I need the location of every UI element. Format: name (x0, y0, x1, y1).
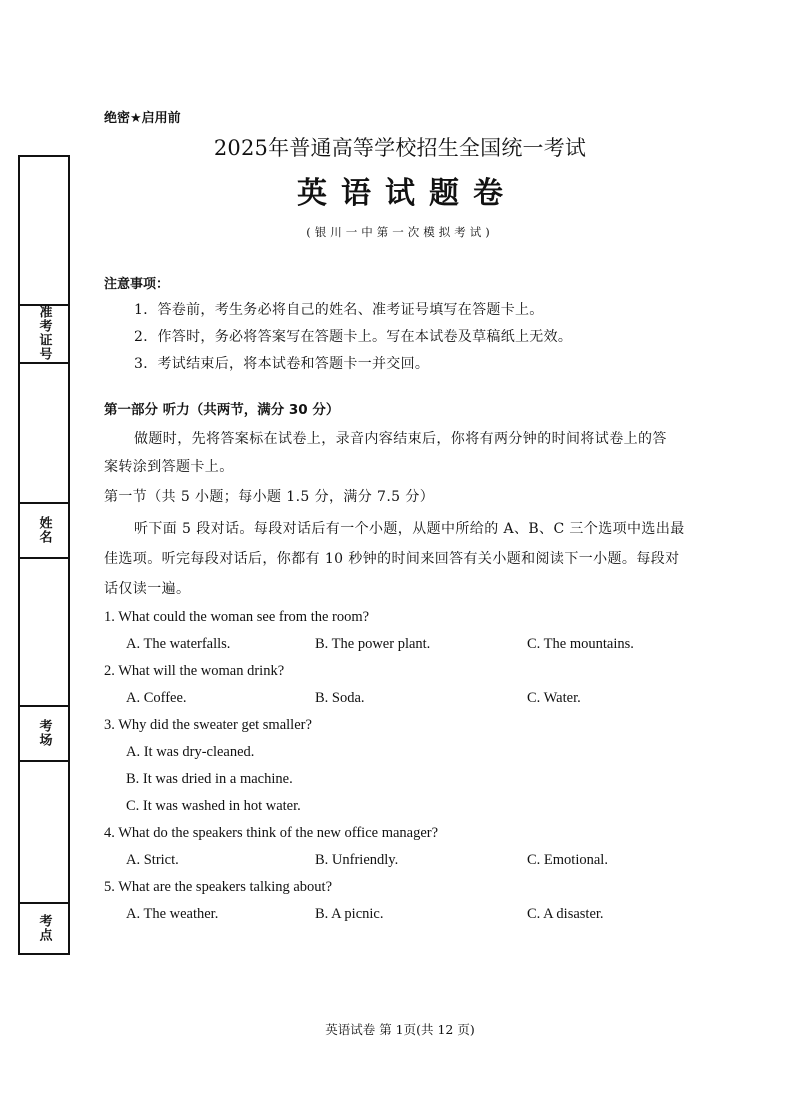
binding-margin-table (18, 155, 70, 955)
question-option: A. It was dry-cleaned. (126, 744, 255, 760)
part-heading: 第一部分 听力（共两节，满分 30 分） (104, 402, 340, 418)
question-stem: 4. What do the speakers think of the new office manager? (104, 825, 439, 841)
question-option: A. The weather. (126, 906, 219, 922)
question-option: C. Water. (527, 690, 581, 706)
instruction-text: 案转涂到答题卡上。 (104, 459, 234, 475)
question-option: C. Emotional. (527, 852, 608, 868)
exam-title: 2025年普通高等学校招生全国统一考试 (213, 136, 587, 160)
question-option: B. The power plant. (315, 636, 431, 652)
section-heading: 第一节（共 5 小题；每小题 1.5 分，满分 7.5 分） (104, 489, 435, 505)
notice-item: 3．考试结束后，将本试卷和答题卡一并交回。 (134, 356, 430, 372)
question-option: A. The waterfalls. (126, 636, 231, 652)
page-footer: 英语试卷 第 1页(共 12 页) (325, 1022, 475, 1037)
field-label-name: 姓名 (36, 515, 52, 544)
section-instruction: 佳选项。听完每段对话后，你都有 10 秒钟的时间来回答有关小题和阅读下一小题。每段对 (104, 551, 680, 567)
question-option: B. It was dried in a machine. (126, 771, 293, 787)
field-label-exam-number: 准考证号 (36, 305, 52, 361)
instruction-text: 做题时，先将答案标在试卷上，录音内容结束后，你将有两分钟的时间将试卷上的答 (134, 431, 667, 447)
table-divider (20, 362, 68, 364)
notice-heading: 注意事项： (104, 277, 170, 292)
question-stem: 3. Why did the sweater get smaller? (104, 717, 312, 733)
question-option: C. It was washed in hot water. (126, 798, 301, 814)
question-option: A. Strict. (126, 852, 179, 868)
confidential-mark: 绝密★启用前 (104, 111, 181, 126)
question-option: B. A picnic. (315, 906, 384, 922)
paper-subtitle: (银川一中第一次模拟考试) (306, 225, 494, 239)
paper-title: 英语试题卷 (297, 176, 517, 211)
field-label-exam-room: 考场 (36, 718, 52, 747)
question-stem: 1. What could the woman see from the room? (104, 609, 370, 625)
notice-item: 1．答卷前，考生务必将自己的姓名、准考证号填写在答题卡上。 (134, 302, 544, 318)
field-label-exam-site: 考点 (36, 913, 52, 942)
question-option: B. Soda. (315, 690, 365, 706)
table-divider (20, 557, 68, 559)
notice-item: 2．作答时，务必将答案写在答题卡上。写在本试卷及草稿纸上无效。 (134, 329, 573, 345)
question-option: B. Unfriendly. (315, 852, 399, 868)
question-option: C. A disaster. (527, 906, 604, 922)
table-divider (20, 760, 68, 762)
question-option: C. The mountains. (527, 636, 634, 652)
question-stem: 5. What are the speakers talking about? (104, 879, 333, 895)
question-stem: 2. What will the woman drink? (104, 663, 285, 679)
section-instruction: 话仅读一遍。 (104, 581, 191, 597)
question-option: A. Coffee. (126, 690, 187, 706)
section-instruction: 听下面 5 段对话。每段对话后有一个小题，从题中所给的 A、B、C 三个选项中选出最 (134, 521, 685, 537)
